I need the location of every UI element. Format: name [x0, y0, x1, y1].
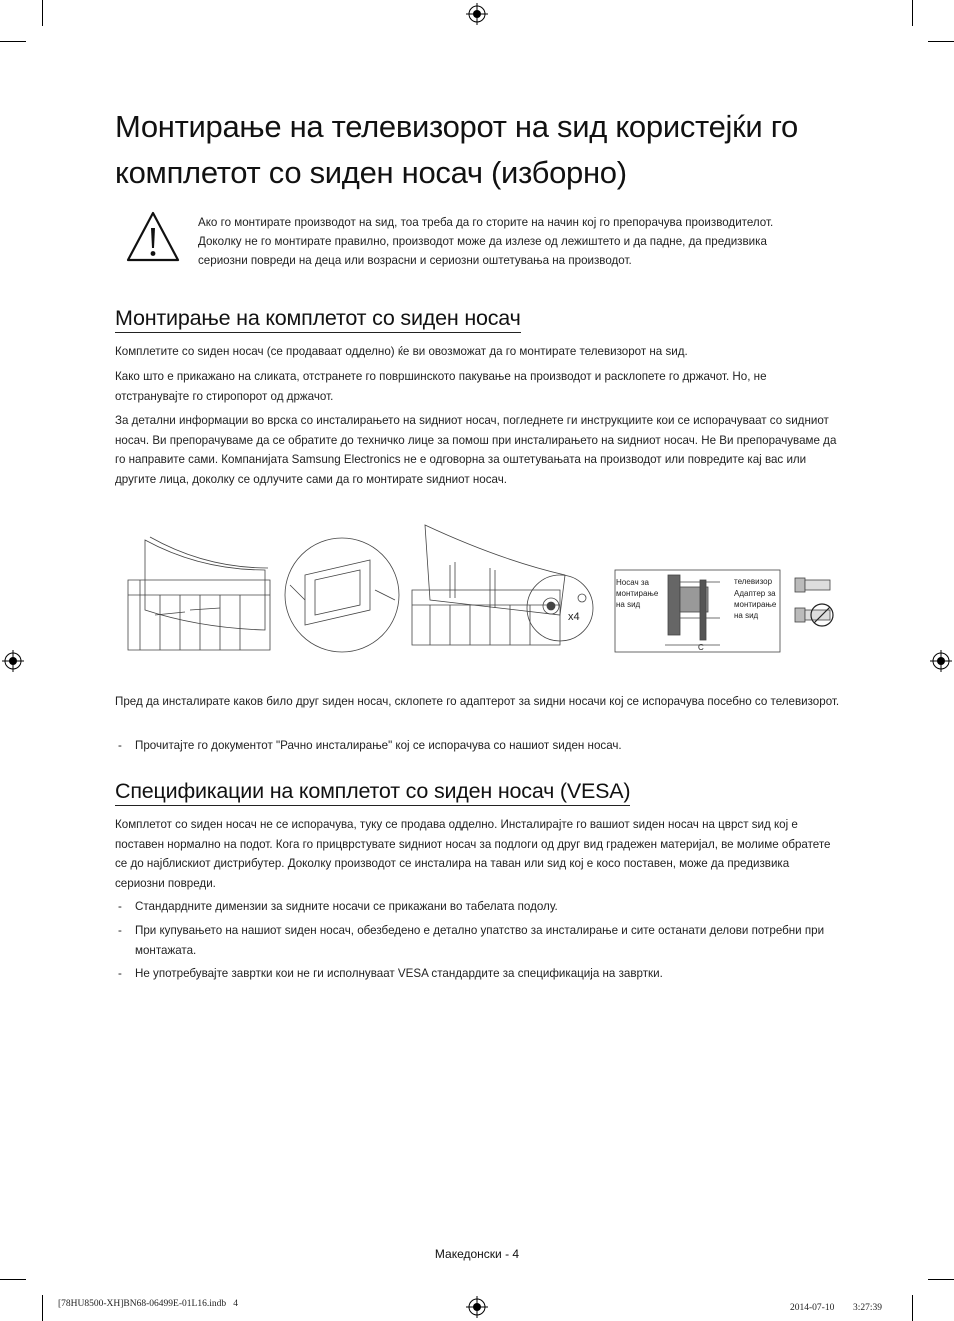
paragraph: Комплетот со ѕиден носач не се испорачува, туку се продава одделно. Инсталирајте го вашиот ѕиден носач на цврст ѕид кој е поставен нормално на подот. Кога го прицврстувате ѕидниот носач за подлоги од друг вид градежен материјал, ве молиме обратете се до најблискиот дистрибутер. Доколку производот се инсталира на таван или ѕид кој е косо поставен, може да предизвика сериозни повреди. — [115, 818, 831, 890]
figure-label-adapter: Адаптер за монтирање на ѕид — [734, 589, 777, 620]
paragraph: Комплетите со ѕиден носач (се продаваат одделно) ќе ви овозможат да го монтирате телевизорот на ѕид. — [115, 345, 688, 358]
warning-line: Ако го монтирате производот на ѕид, тоа треба да го сторите на начин кој го препорачува производителот. — [198, 216, 774, 229]
warning-line: сериозни повреди на деца или возрасни и сериозни оштетувања на производот. — [198, 254, 632, 267]
figure-label-tv: телевизор — [734, 577, 773, 586]
wall-mount-illustration — [120, 520, 840, 670]
registration-mark-icon — [930, 650, 952, 672]
bullet-item: - При купувањето на нашиот ѕиден носач, обезбедено е детално упатство за инсталирање и сите останати делови потребни при монтажата. — [118, 924, 825, 957]
bullet-item: - Прочитајте го документот "Рачно инсталирање" кој се испорачува со нашиот ѕиден носач. — [118, 739, 622, 752]
figure-label-bracket: Носач за монтирање на ѕид — [616, 578, 659, 609]
figure-label-c: C — [698, 643, 704, 652]
figure-count-label: x4 — [568, 611, 580, 623]
registration-mark-icon — [466, 3, 488, 25]
bullet-item: - Стандардните димензии за ѕидните носачи се прикажани во табелата подолу. — [118, 900, 558, 913]
paragraph: За детални информации во врска со инсталирањето на ѕидниот носач, погледнете ги инструкциите кои се испорачуваат со ѕидниот носач. Ви препорачуваме да се обратите до техничко лице за помош при инсталирањето на ѕидниот носач. Не Ви препорачуваме да го направите сами. Компанијата Samsung Electronics не е одговорна за оштетувањата на производот или повредите кај вас или другите лица, доколку се одлучите сами да го монтирате ѕидниот носач. — [115, 414, 837, 486]
crop-mark-top-right — [912, 0, 913, 26]
page-title: Монтирање на телевизорот на ѕид користејќи го комплетот со ѕиден носач (изборно) — [115, 109, 798, 190]
date-slug: 2014-07-10 ᅟ 3:27:39 — [790, 1303, 883, 1313]
bullet-text: Прочитајте го документот "Рачно инсталирање" кој се испорачува со нашиот ѕиден носач. — [135, 739, 622, 752]
file-slug: [78HU8500-XH]BN68-06499E-01L16.indb 4 — [58, 1299, 238, 1309]
warning-line: Доколку не го монтирате правилно, производот може да излезе од лежиштето и да падне, да предизвика — [198, 235, 767, 248]
paragraph: Како што е прикажано на сликата, отстранете го површинското пакување на производот и расклопете го држачот. Но, не отстранувајте го стиропорот од држачот. — [115, 370, 767, 403]
crop-mark-bottom-left — [42, 1295, 43, 1321]
bullet-text: Стандардните димензии за ѕидните носачи се прикажани во табелата подолу. — [135, 900, 558, 913]
registration-mark-icon — [2, 650, 24, 672]
crop-mark-top-left — [42, 0, 43, 26]
paragraph: Пред да инсталирате каков било друг ѕиден носач, склопете го адаптерот за ѕидни носачи кој се испорачува посебно со телевизорот. — [115, 695, 840, 708]
warning-triangle-icon — [125, 210, 181, 264]
section-heading-wall-mount-kit: Монтирање на комплетот со ѕиден носач — [115, 305, 521, 333]
crop-mark-top-left-h — [0, 41, 26, 42]
bullet-text: При купувањето на нашиот ѕиден носач, обезбедено е детално упатство за инсталирање и сите останати делови потребни при монтажата. — [135, 924, 825, 957]
crop-mark-top-right-h — [928, 41, 954, 42]
crop-mark-bottom-right — [912, 1295, 913, 1321]
registration-mark-icon — [466, 1296, 488, 1318]
crop-mark-bottom-right-h — [928, 1279, 954, 1280]
section-heading-vesa-specs: Спецификации на комплетот со ѕиден носач (VESA) — [115, 778, 630, 806]
page-number: Македонски - 4 — [434, 1247, 520, 1261]
crop-mark-bottom-left-h — [0, 1279, 26, 1280]
bullet-item: - Не употребувајте завртки кои не ги исполнуваат VESA стандардите за спецификација на завртки. — [118, 967, 663, 980]
bullet-text: Не употребувајте завртки кои не ги исполнуваат VESA стандардите за спецификација на завртки. — [135, 967, 663, 980]
warning-text — [198, 213, 838, 270]
